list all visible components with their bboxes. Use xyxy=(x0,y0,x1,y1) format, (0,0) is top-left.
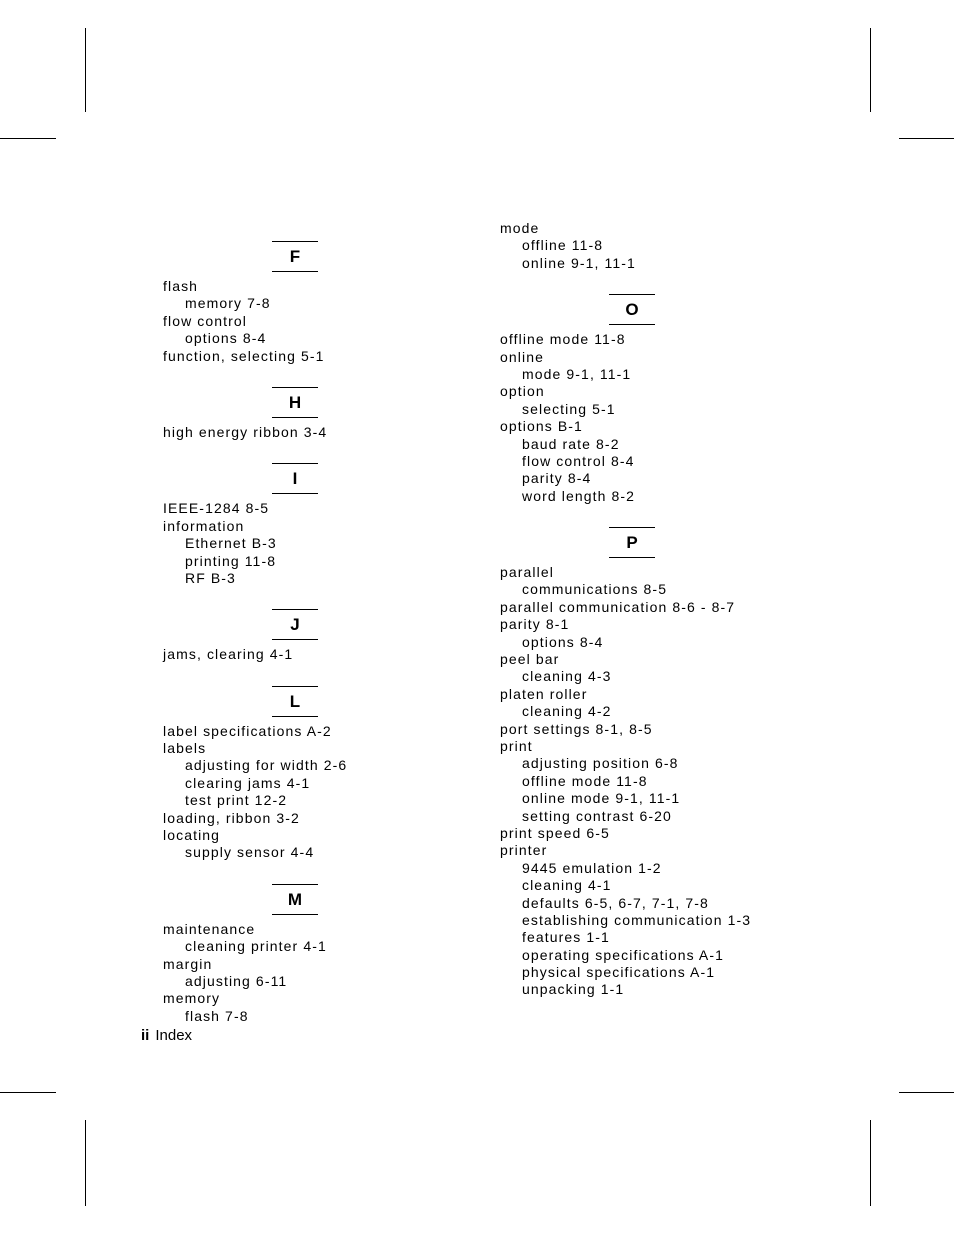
index-entry: printer xyxy=(500,842,548,859)
index-subentry: operating specifications A-1 xyxy=(522,946,725,963)
index-subentry: 9445 emulation 1-2 xyxy=(522,859,662,876)
index-section-continued xyxy=(500,220,880,272)
section-gap xyxy=(163,365,463,387)
index-column-left xyxy=(163,241,463,1025)
footer-label: Index xyxy=(155,1027,193,1044)
section-gap xyxy=(163,664,463,686)
index-subentry: supply sensor 4-4 xyxy=(185,844,315,861)
index-subentry: baud rate 8-2 xyxy=(522,435,620,452)
section-gap xyxy=(163,862,463,884)
index-entry: labels xyxy=(163,740,207,757)
index-subentry: unpacking 1-1 xyxy=(522,981,625,998)
index-subentry: selecting 5-1 xyxy=(522,400,616,417)
index-subentry: cleaning 4-1 xyxy=(522,877,612,894)
section-letter-heading: H xyxy=(272,387,318,418)
index-subentry: communications 8-5 xyxy=(522,581,668,598)
section-letter-heading: F xyxy=(272,241,318,272)
crop-mark-bottom-left-vertical xyxy=(85,1120,86,1206)
index-entry: IEEE-1284 8-5 xyxy=(163,500,270,517)
index-entry: information xyxy=(163,517,245,534)
index-subentry: establishing communication 1-3 xyxy=(522,911,752,928)
index-entry: online xyxy=(500,348,544,365)
index-subentry: mode 9-1, 11-1 xyxy=(522,365,632,382)
index-subentry: parity 8-4 xyxy=(522,470,592,487)
index-entry: platen roller xyxy=(500,685,588,702)
index-entry: options B-1 xyxy=(500,418,583,435)
index-entry: parallel communication 8-6 - 8-7 xyxy=(500,598,736,615)
index-entry: parity 8-1 xyxy=(500,616,570,633)
index-entry: jams, clearing 4-1 xyxy=(163,646,294,663)
index-section-p xyxy=(500,527,880,999)
index-subentry: features 1-1 xyxy=(522,929,610,946)
index-subentry: offline mode 11-8 xyxy=(522,772,648,789)
section-gap xyxy=(163,587,463,609)
section-letter-heading: J xyxy=(272,609,318,640)
index-entry: option xyxy=(500,383,545,400)
index-section-l xyxy=(163,686,463,862)
index-subentry: clearing jams 4-1 xyxy=(185,774,311,791)
index-entry: label specifications A-2 xyxy=(163,722,332,739)
index-subentry: setting contrast 6-20 xyxy=(522,807,672,824)
index-subentry: flash 7-8 xyxy=(185,1007,249,1024)
index-entry: print xyxy=(500,737,533,754)
index-entry: print speed 6-5 xyxy=(500,824,610,841)
section-letter-heading: M xyxy=(272,884,318,915)
section-gap xyxy=(163,441,463,463)
index-subentry: cleaning printer 4-1 xyxy=(185,938,327,955)
index-subentry: online mode 9-1, 11-1 xyxy=(522,790,681,807)
index-entry: margin xyxy=(163,955,213,972)
index-subentry: flow control 8-4 xyxy=(522,452,635,469)
index-entry: port settings 8-1, 8-5 xyxy=(500,720,653,737)
index-subentry: Ethernet B-3 xyxy=(185,535,277,552)
index-subentry: cleaning 4-2 xyxy=(522,703,612,720)
section-letter-heading: L xyxy=(272,686,318,717)
crop-mark-bottom-left-horizontal xyxy=(0,1092,56,1093)
index-entry: flow control xyxy=(163,312,248,329)
index-subentry: options 8-4 xyxy=(185,330,267,347)
section-letter-heading: O xyxy=(609,294,655,325)
index-subentry: adjusting position 6-8 xyxy=(522,755,679,772)
index-entry: parallel xyxy=(500,564,554,581)
index-section-m xyxy=(163,884,463,1025)
crop-mark-top-right-horizontal xyxy=(899,138,954,139)
page-number: ii xyxy=(141,1027,150,1044)
page-footer xyxy=(141,1027,192,1044)
index-entry: high energy ribbon 3-4 xyxy=(163,423,328,440)
section-letter-heading: I xyxy=(272,463,318,494)
index-subentry: adjusting for width 2-6 xyxy=(185,757,348,774)
index-subentry: test print 12-2 xyxy=(185,792,288,809)
index-subentry: defaults 6-5, 6-7, 7-1, 7-8 xyxy=(522,894,709,911)
crop-mark-top-right-vertical xyxy=(870,28,871,112)
index-subentry: physical specifications A-1 xyxy=(522,964,716,981)
index-section-h xyxy=(163,387,463,441)
index-entry: offline mode 11-8 xyxy=(500,331,626,348)
index-entry: function, selecting 5-1 xyxy=(163,347,325,364)
index-subentry: word length 8-2 xyxy=(522,487,636,504)
index-section-o xyxy=(500,294,880,505)
index-subentry: RF B-3 xyxy=(185,569,236,586)
index-section-f xyxy=(163,241,463,365)
index-entry: maintenance xyxy=(163,920,256,937)
index-subentry: offline 11-8 xyxy=(522,237,604,254)
index-column-right xyxy=(500,220,880,999)
index-entry: locating xyxy=(163,827,221,844)
index-subentry: memory 7-8 xyxy=(185,295,271,312)
index-subentry: cleaning 4-3 xyxy=(522,668,612,685)
crop-mark-bottom-right-vertical xyxy=(870,1120,871,1206)
crop-mark-top-left-vertical xyxy=(85,28,86,112)
index-section-i xyxy=(163,463,463,587)
index-subentry: adjusting 6-11 xyxy=(185,972,288,989)
index-subentry: options 8-4 xyxy=(522,633,604,650)
index-subentry: printing 11-8 xyxy=(185,552,277,569)
index-entry: loading, ribbon 3-2 xyxy=(163,809,300,826)
index-entry: memory xyxy=(163,990,221,1007)
index-entry: peel bar xyxy=(500,651,560,668)
crop-mark-bottom-right-horizontal xyxy=(899,1092,954,1093)
index-entry: flash xyxy=(163,278,199,294)
index-section-j xyxy=(163,609,463,663)
index-subentry: online 9-1, 11-1 xyxy=(522,254,636,271)
section-letter-heading: P xyxy=(609,527,655,558)
section-gap xyxy=(500,272,880,294)
crop-mark-top-left-horizontal xyxy=(0,138,56,139)
index-entry: mode xyxy=(500,220,540,236)
section-gap xyxy=(500,505,880,527)
